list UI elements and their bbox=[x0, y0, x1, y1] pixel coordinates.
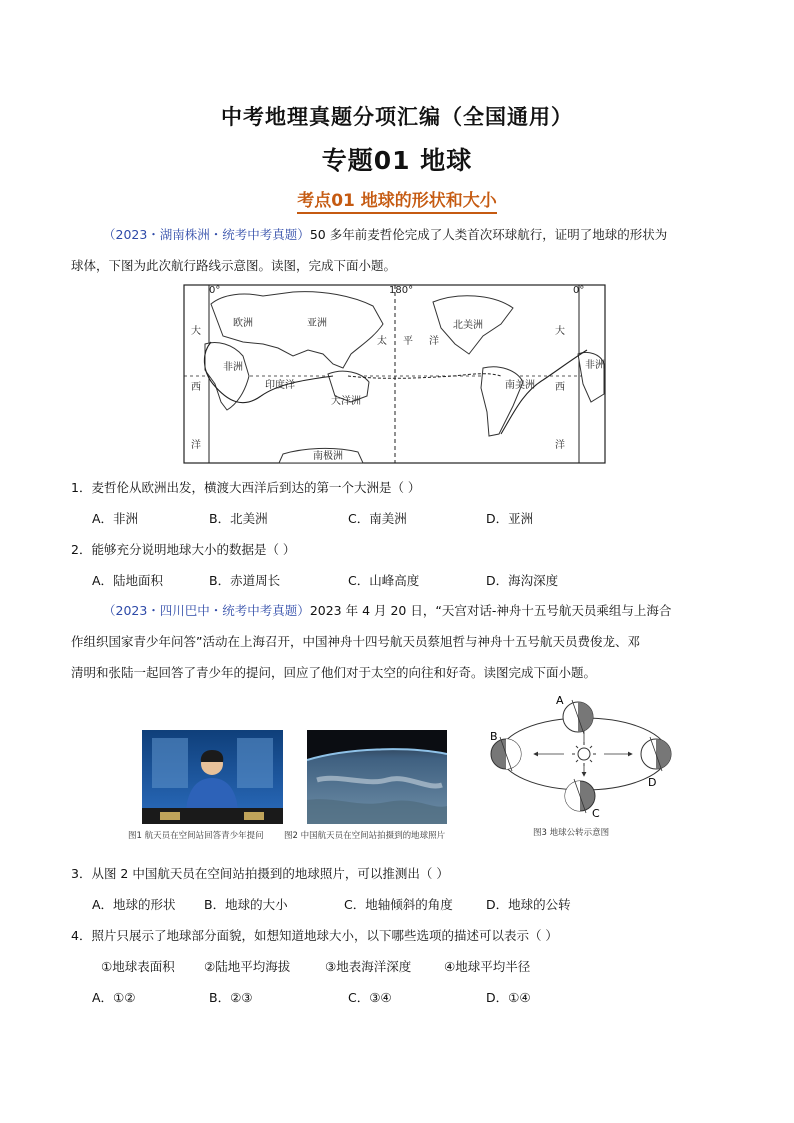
map-label-asia: 亚洲 bbox=[307, 318, 327, 329]
orbit-label-d: D bbox=[648, 776, 657, 789]
q4-option-b[interactable]: B．②③ bbox=[209, 990, 253, 1005]
intro2-line3: 清明和张陆一起回答了青少年的提问，回应了他们对于太空的向往和好奇。读图完成下面小题。 bbox=[71, 665, 597, 680]
intro2-line2: 作组织国家青少年问答”活动在上海召开，中国神舟十四号航天员蔡旭哲与神舟十五号航天员费俊龙、邓 bbox=[71, 634, 640, 649]
q4-option-a[interactable]: A．①② bbox=[92, 990, 136, 1005]
fig1-caption: 图1 航天员在空间站回答青少年提问 bbox=[128, 831, 264, 841]
sun-icon bbox=[572, 742, 596, 766]
topic-title: 专题01 地球 bbox=[321, 146, 473, 175]
fig2-earth-photo bbox=[307, 730, 447, 824]
q1-option-a[interactable]: A．非洲 bbox=[92, 511, 139, 526]
q2-option-a[interactable]: A．陆地面积 bbox=[92, 573, 164, 588]
q4-item-1: ①地球表面积 bbox=[101, 959, 175, 974]
section-title bbox=[0, 186, 794, 211]
orbit-label-c: C bbox=[592, 807, 600, 820]
q3-option-b[interactable]: B．地球的大小 bbox=[204, 897, 288, 912]
q4-option-c[interactable]: C．③④ bbox=[348, 990, 392, 1005]
q1-option-c[interactable]: C．南美洲 bbox=[348, 511, 407, 526]
map-label-antarctica: 南极洲 bbox=[313, 451, 343, 462]
map-label-atl-right-3: 洋 bbox=[555, 440, 565, 451]
q4-stem: 4．照片只展示了地球部分面貌，如想知道地球大小，以下哪些选项的描述可以表示（ ） bbox=[71, 928, 558, 943]
q2-option-b[interactable]: B．赤道周长 bbox=[209, 573, 281, 588]
map-label-indian-ocean: 印度洋 bbox=[265, 380, 295, 391]
q3-option-d[interactable]: D．地球的公转 bbox=[486, 897, 571, 912]
lon-label-right: 0° bbox=[573, 285, 585, 296]
q2-option-c[interactable]: C．山峰高度 bbox=[348, 573, 420, 588]
doc-title: 中考地理真题分项汇编（全国通用） bbox=[221, 105, 573, 129]
map-label-africa: 非洲 bbox=[223, 362, 243, 373]
intro1-line1 bbox=[103, 220, 743, 249]
fig3-orbit-diagram bbox=[484, 690, 684, 820]
q4-item-3: ③地表海洋深度 bbox=[325, 959, 412, 974]
orbit-label-a: A bbox=[556, 694, 564, 707]
map-label-atl-right-2: 西 bbox=[555, 382, 565, 393]
intro1-text1: 50 多年前麦哲伦完成了人类首次环球航行，证明了地球的形状为 bbox=[309, 227, 668, 242]
q1-option-d[interactable]: D．亚洲 bbox=[486, 511, 534, 526]
q2-option-d[interactable]: D．海沟深度 bbox=[486, 573, 559, 588]
section-title-text: 考点01 地球的形状和大小 bbox=[297, 191, 497, 214]
magellan-route-map bbox=[183, 284, 606, 464]
lon-label-left: 0° bbox=[209, 285, 221, 296]
q3-option-c[interactable]: C．地轴倾斜的角度 bbox=[344, 897, 453, 912]
intro1-text2: 球体，下图为此次航行路线示意图。读图，完成下面小题。 bbox=[71, 258, 397, 273]
earth-c bbox=[565, 779, 595, 813]
q3-option-a[interactable]: A．地球的形状 bbox=[92, 897, 176, 912]
intro2-source: （2023・四川巴中・统考中考真题） bbox=[103, 603, 310, 618]
intro2-line1 bbox=[103, 596, 743, 625]
intro1-source: （2023・湖南株洲・统考中考真题） bbox=[103, 227, 310, 242]
lon-label-mid: 180° bbox=[389, 285, 414, 296]
map-label-atl-right-1: 大 bbox=[555, 326, 565, 337]
fig2-caption: 图2 中国航天员在空间站拍摄到的地球照片 bbox=[284, 831, 446, 841]
q3-stem: 3．从图 2 中国航天员在空间站拍摄到的地球照片，可以推测出（ ） bbox=[71, 866, 449, 881]
q4-item-4: ④地球平均半径 bbox=[444, 959, 531, 974]
fig3-caption: 图3 地球公转示意图 bbox=[533, 828, 610, 838]
map-label-oceania: 大洋洲 bbox=[331, 396, 361, 407]
orbit-label-b: B bbox=[490, 730, 498, 743]
map-label-atl-left-2: 西 bbox=[191, 382, 201, 393]
map-label-europe: 欧洲 bbox=[233, 318, 253, 329]
q2-stem: 2．能够充分说明地球大小的数据是（ ） bbox=[71, 542, 296, 557]
q1-option-b[interactable]: B．北美洲 bbox=[209, 511, 268, 526]
map-label-pacific-1: 太 bbox=[377, 336, 387, 347]
map-label-pacific-2: 平 bbox=[403, 336, 413, 347]
q1-stem: 1．麦哲伦从欧洲出发，横渡大西洋后到达的第一个大洲是（ ） bbox=[71, 480, 421, 495]
map-label-pacific-3: 洋 bbox=[429, 336, 439, 347]
fig1-astronaut-photo bbox=[142, 730, 283, 824]
q4-option-d[interactable]: D．①④ bbox=[486, 990, 531, 1005]
earth-a bbox=[563, 700, 593, 734]
map-label-africa-right: 非洲 bbox=[585, 360, 605, 371]
q4-item-2: ②陆地平均海拔 bbox=[204, 959, 291, 974]
map-label-atl-left-1: 大 bbox=[191, 326, 201, 337]
intro2-text1: 2023 年 4 月 20 日，“天宫对话-神舟十五号航天员乘组与上海合 bbox=[309, 603, 672, 618]
map-label-south-america: 南美洲 bbox=[505, 380, 535, 391]
map-label-atl-left-3: 洋 bbox=[191, 440, 201, 451]
earth-d bbox=[641, 737, 671, 771]
map-label-north-america: 北美洲 bbox=[453, 320, 483, 331]
